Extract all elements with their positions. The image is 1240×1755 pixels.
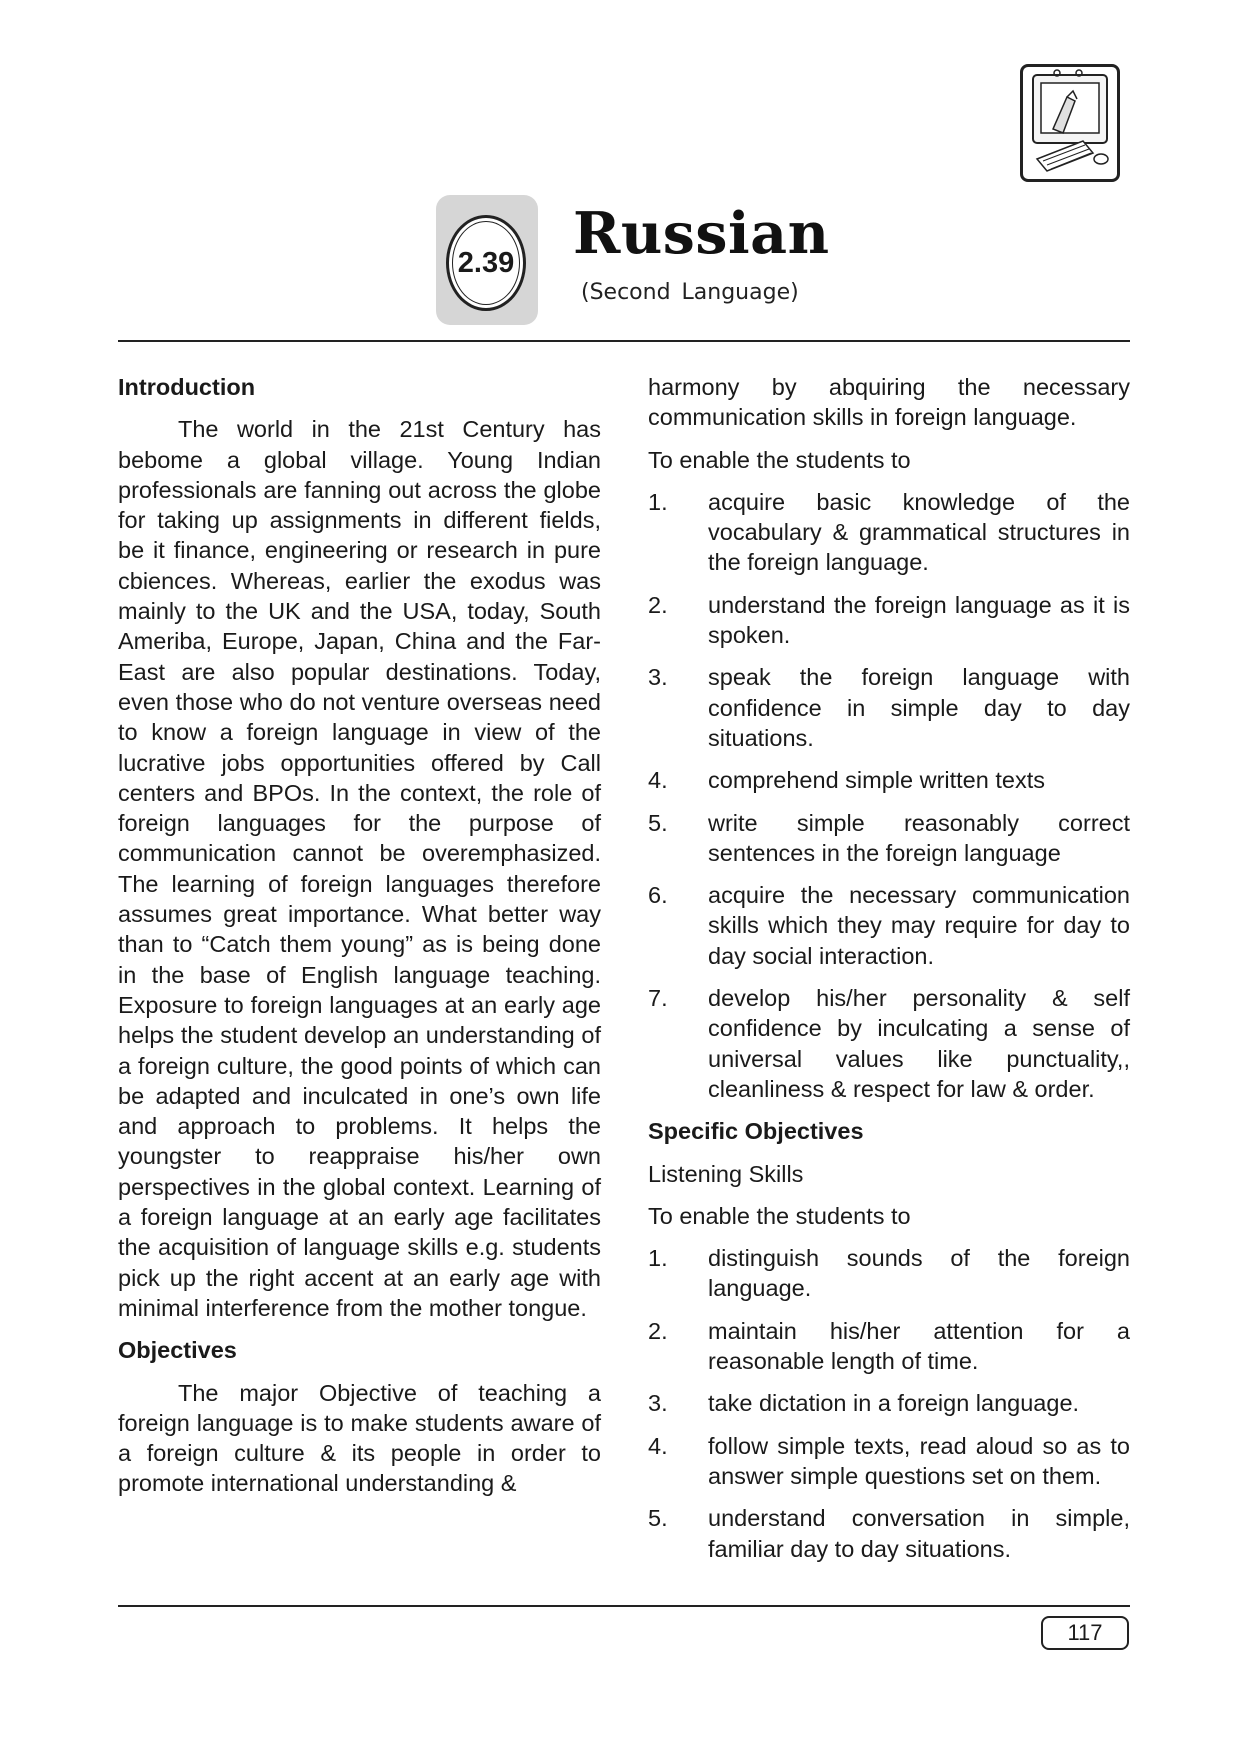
list-item-text: acquire basic knowledge of the vocabulary & grammatical structures in the foreign language. — [708, 488, 1130, 576]
objectives-list — [648, 487, 1130, 1104]
introduction-heading: Introduction — [118, 374, 256, 400]
list-item-text: follow simple texts, read aloud so as to answer simple questions set on them. — [708, 1432, 1130, 1489]
objectives-paragraph: The major Objective of teaching a foreign language is to make students aware of a foreign culture & its people in order to promote international understanding & — [118, 1379, 601, 1497]
list-item-text: distinguish sounds of the foreign language. — [708, 1245, 1130, 1302]
list-item-number: 2. — [648, 591, 668, 618]
list-item — [648, 983, 1130, 1104]
page-number: 117 — [1041, 1616, 1129, 1650]
list-item — [648, 1431, 1130, 1492]
list-item-number: 1. — [648, 1245, 668, 1272]
list-item — [648, 1388, 1130, 1418]
computer-tablet-icon — [1020, 64, 1120, 182]
list-item — [648, 808, 1130, 869]
list-item-text: comprehend simple written texts — [708, 767, 1045, 794]
list-item — [648, 590, 1130, 651]
list-item-number: 4. — [648, 1432, 668, 1459]
listening-list — [648, 1243, 1130, 1564]
list-item-text: acquire the necessary communication skills which they may require for day to day social interaction. — [708, 882, 1130, 969]
list-item — [648, 1243, 1130, 1304]
list-item — [648, 1503, 1130, 1564]
list-item-text: write simple reasonably correct sentences in the foreign language — [708, 809, 1130, 866]
list-item-text: understand conversation in simple, familiar day to day situations. — [708, 1505, 1130, 1562]
list-item — [648, 880, 1130, 971]
chapter-number-oval — [446, 215, 526, 311]
list-item — [648, 1316, 1130, 1377]
introduction-paragraph: The world in the 21st Century has bebome a global village. Young Indian professionals are fanning out across the globe for taking up assignments in different fields, be it finance, engineering or research in pure cbiences. Whereas, earlier the exodus was mainly to the UK and the USA, today, South Ameriba, Europe, Japan, China and the Far-East are also popular destinations. Today, even those who do not venture overseas need to know a foreign language in view of the lucrative jobs opportunities offered by Call centers and BPOs. In the context, the role of foreign languages for the purpose of communication cannot be overemphasized. The learning of foreign languages therefore assumes great importance. What better way than to “Catch them young” as is being done in the base of English language teaching. Exposure to foreign languages at an early age helps the student develop an understanding of a foreign culture, the good points of which can be adapted and inculcated in one’s own life and approach to problems. It helps the youngster to reappraise his/her own perspectives in the global context. Learning of a foreign language at an early age facilitates the acquisition of language skills e.g. students pick up the right accent at an early age with minimal interference from the mother tongue. — [118, 416, 601, 1321]
chapter-badge — [436, 195, 538, 325]
list-item — [648, 662, 1130, 753]
page-subtitle: (Second Language) — [581, 280, 799, 305]
list-item-number: 5. — [648, 1505, 668, 1532]
chapter-number: 2.39 — [457, 246, 515, 279]
page-title: Russian — [573, 200, 830, 267]
list-item-number: 3. — [648, 664, 668, 691]
enable-intro-2: To enable the students to — [648, 1202, 911, 1229]
right-column — [648, 372, 1130, 1576]
list-item-number: 1. — [648, 488, 668, 515]
list-item-number: 5. — [648, 809, 668, 836]
list-item-number: 4. — [648, 767, 668, 794]
list-item — [648, 765, 1130, 795]
specific-objectives-heading: Specific Objectives — [648, 1118, 864, 1145]
list-item — [648, 487, 1130, 578]
list-item-text: develop his/her personality & self confidence by inculcating a sense of universal values like punctuality,, cleanliness & respect for law & order. — [708, 985, 1130, 1102]
header-divider — [118, 340, 1130, 342]
objectives-continued: harmony by abquiring the necessary communication skills in foreign language. — [648, 374, 1130, 431]
objectives-heading: Objectives — [118, 1337, 237, 1364]
list-item-number: 2. — [648, 1317, 668, 1344]
list-item-text: take dictation in a foreign language. — [708, 1390, 1080, 1417]
list-item-number: 6. — [648, 882, 668, 909]
list-item-number: 3. — [648, 1390, 668, 1417]
left-column — [118, 372, 601, 1511]
list-item-number: 7. — [648, 985, 668, 1012]
listening-skills-label: Listening Skills — [648, 1160, 804, 1187]
list-item-text: speak the foreign language with confidence in simple day to day situations. — [708, 664, 1130, 751]
footer-divider — [118, 1605, 1130, 1607]
list-item-text: understand the foreign language as it is spoken. — [708, 591, 1130, 649]
enable-intro: To enable the students to — [648, 446, 911, 473]
list-item-text: maintain his/her attention for a reasonable length of time. — [708, 1317, 1130, 1375]
